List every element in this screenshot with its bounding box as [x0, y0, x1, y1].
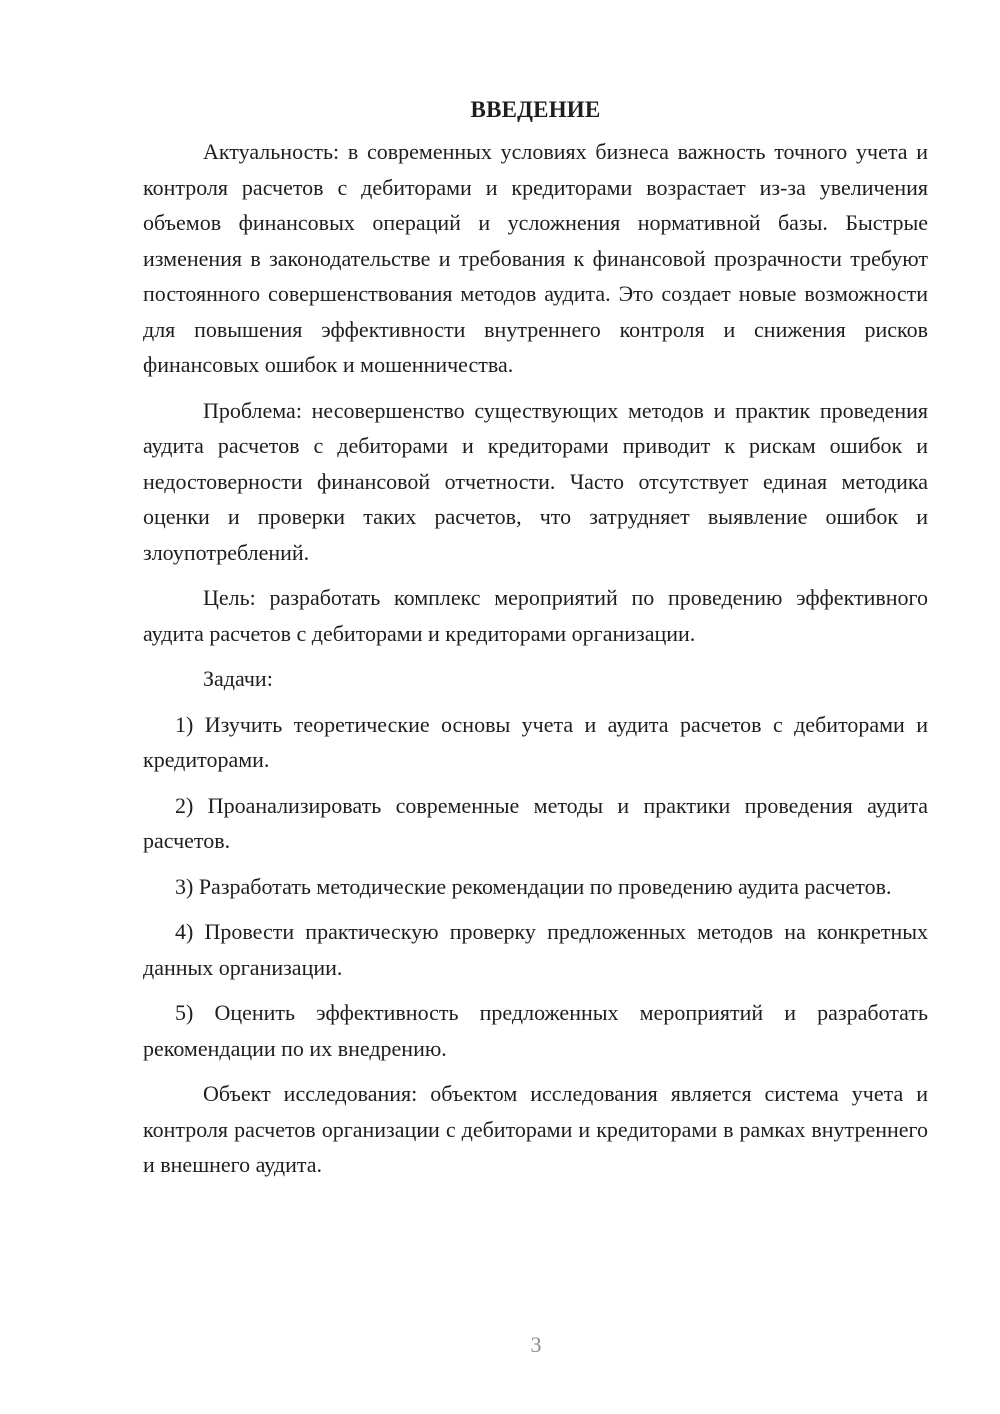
task-item-3: 3) Разработать методические рекомендации по проведению аудита расчетов. [175, 873, 892, 899]
task-item-4: 4) Провести практическую проверку предложенных методов на конкретных данных организации. [143, 919, 928, 980]
page-number: 3 [530, 1332, 542, 1357]
document-page [143, 92, 928, 1193]
task-item-5: 5) Оценить эффективность предложенных мероприятий и разработать рекомендации по их внедрению. [143, 1000, 928, 1061]
task-item-2: 2) Проанализировать современные методы и практики проведения аудита расчетов. [143, 792, 928, 853]
tasks-heading: Задачи: [203, 666, 273, 691]
section-title: ВВЕДЕНИЕ [470, 97, 601, 122]
paragraph-problem: Проблема: несовершенство существующих методов и практик проведения аудита расчетов с дебиторами и кредиторами приводит к рискам ошибок и недостоверности финансовой отчетности. Часто отсутствует единая методика оценки и проверки таких расчетов, что затрудняет выявление ошибок и злоупотреблений. [143, 397, 928, 565]
paragraph-relevance: Актуальность: в современных условиях бизнеса важность точного учета и контроля расчетов с дебиторами и кредиторами возрастает из-за увеличения объемов финансовых операций и усложнения нормативной базы. Быстрые изменения в законодательстве и требования к финансовой прозрачности требуют постоянного совершенствования методов аудита. Это создает новые возможности для повышения эффективности внутреннего контроля и снижения рисков финансовых ошибок и мошенничества. [143, 139, 928, 377]
paragraph-object: Объект исследования: объектом исследования является система учета и контроля расчетов организации с дебиторами и кредиторами в рамках внутреннего и внешнего аудита. [143, 1081, 928, 1177]
paragraph-goal: Цель: разработать комплекс мероприятий по проведению эффективного аудита расчетов с дебиторами и кредиторами организации. [143, 585, 928, 646]
task-item-1: 1) Изучить теоретические основы учета и аудита расчетов с дебиторами и кредиторами. [143, 711, 928, 772]
